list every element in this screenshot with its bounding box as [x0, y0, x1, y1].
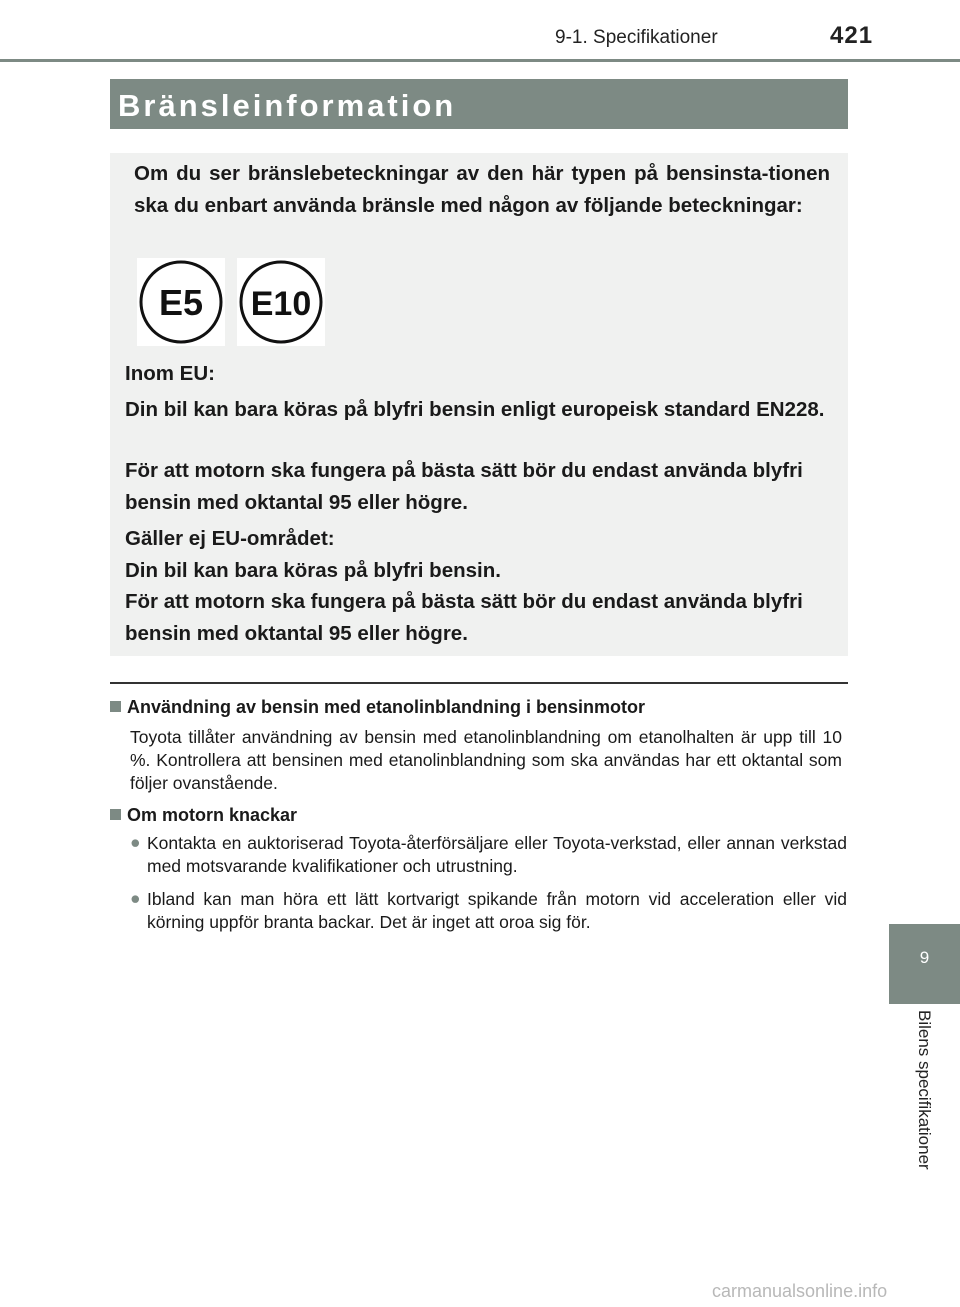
e10-badge-text: E10: [250, 285, 312, 323]
eu-octane-text: För att motorn ska fungera på bästa sätt bör du endast använda blyfri bensin med oktantal 95 eller högre.: [125, 459, 803, 514]
chapter-number: 9: [919, 948, 930, 967]
chapter-tab: [889, 924, 960, 1004]
knock-heading: [110, 805, 297, 826]
square-bullet-icon: [110, 701, 121, 712]
e5-badge-text: E5: [158, 282, 204, 323]
fuel-info-box: [110, 153, 848, 656]
ethanol-heading: [110, 697, 645, 718]
square-bullet-icon: [110, 809, 121, 820]
non-eu-octane-text: För att motorn ska fungera på bästa sätt bör du endast använda blyfri bensin med oktantal 95 eller högre.: [125, 590, 803, 645]
circle-bullet-icon: ●: [130, 832, 141, 852]
fuel-intro-text: Om du ser bränslebeteckningar av den här typen på bensinsta-tionen ska du enbart använda bränsle med någon av följande beteckningar:: [134, 162, 830, 217]
header-section-title: 9-1. Specifikationer: [555, 27, 718, 48]
knock-bullet-2: Ibland kan man höra ett lätt kortvarigt spikande från motorn vid acceleration eller vid körning uppför branta backar. Det är inget att oroa sig för.: [147, 889, 847, 932]
ethanol-paragraph: Toyota tillåter användning av bensin med etanolinblandning om etanolhalten är upp till 10 %. Kontrollera att bensinen med etanolinblandning som ska användas har ett oktantal som följer ovanstående.: [130, 727, 842, 793]
eu-label: Inom EU:: [125, 362, 215, 385]
e5-fuel-label-icon: [137, 258, 225, 346]
non-eu-label: Gäller ej EU-området:: [125, 527, 335, 550]
watermark: carmanualsonline.info: [712, 1281, 888, 1301]
non-eu-fuel-text: Din bil kan bara köras på blyfri bensin.: [125, 559, 501, 582]
ethanol-heading-text: Användning av bensin med etanolinblandning i bensinmotor: [127, 697, 646, 717]
knock-heading-text: Om motorn knackar: [127, 805, 298, 825]
circle-bullet-icon: ●: [130, 888, 141, 908]
knock-bullet-1: Kontakta en auktoriserad Toyota-återförsäljare eller Toyota-verkstad, eller annan verkstad med motsvarande kvalifikationer och utrustning.: [147, 833, 847, 876]
eu-standard-text: Din bil kan bara köras på blyfri bensin enligt europeisk standard EN228.: [125, 398, 825, 421]
header-divider: [0, 59, 960, 62]
page-number: 421: [830, 22, 874, 49]
chapter-label: Bilens specifikationer: [915, 1010, 934, 1170]
e10-fuel-label-icon: [237, 258, 325, 346]
chapter-label-area: [889, 1004, 960, 1204]
section-divider: [110, 682, 848, 684]
page-title: Bränsleinformation: [118, 88, 457, 123]
title-bar: [110, 79, 848, 129]
